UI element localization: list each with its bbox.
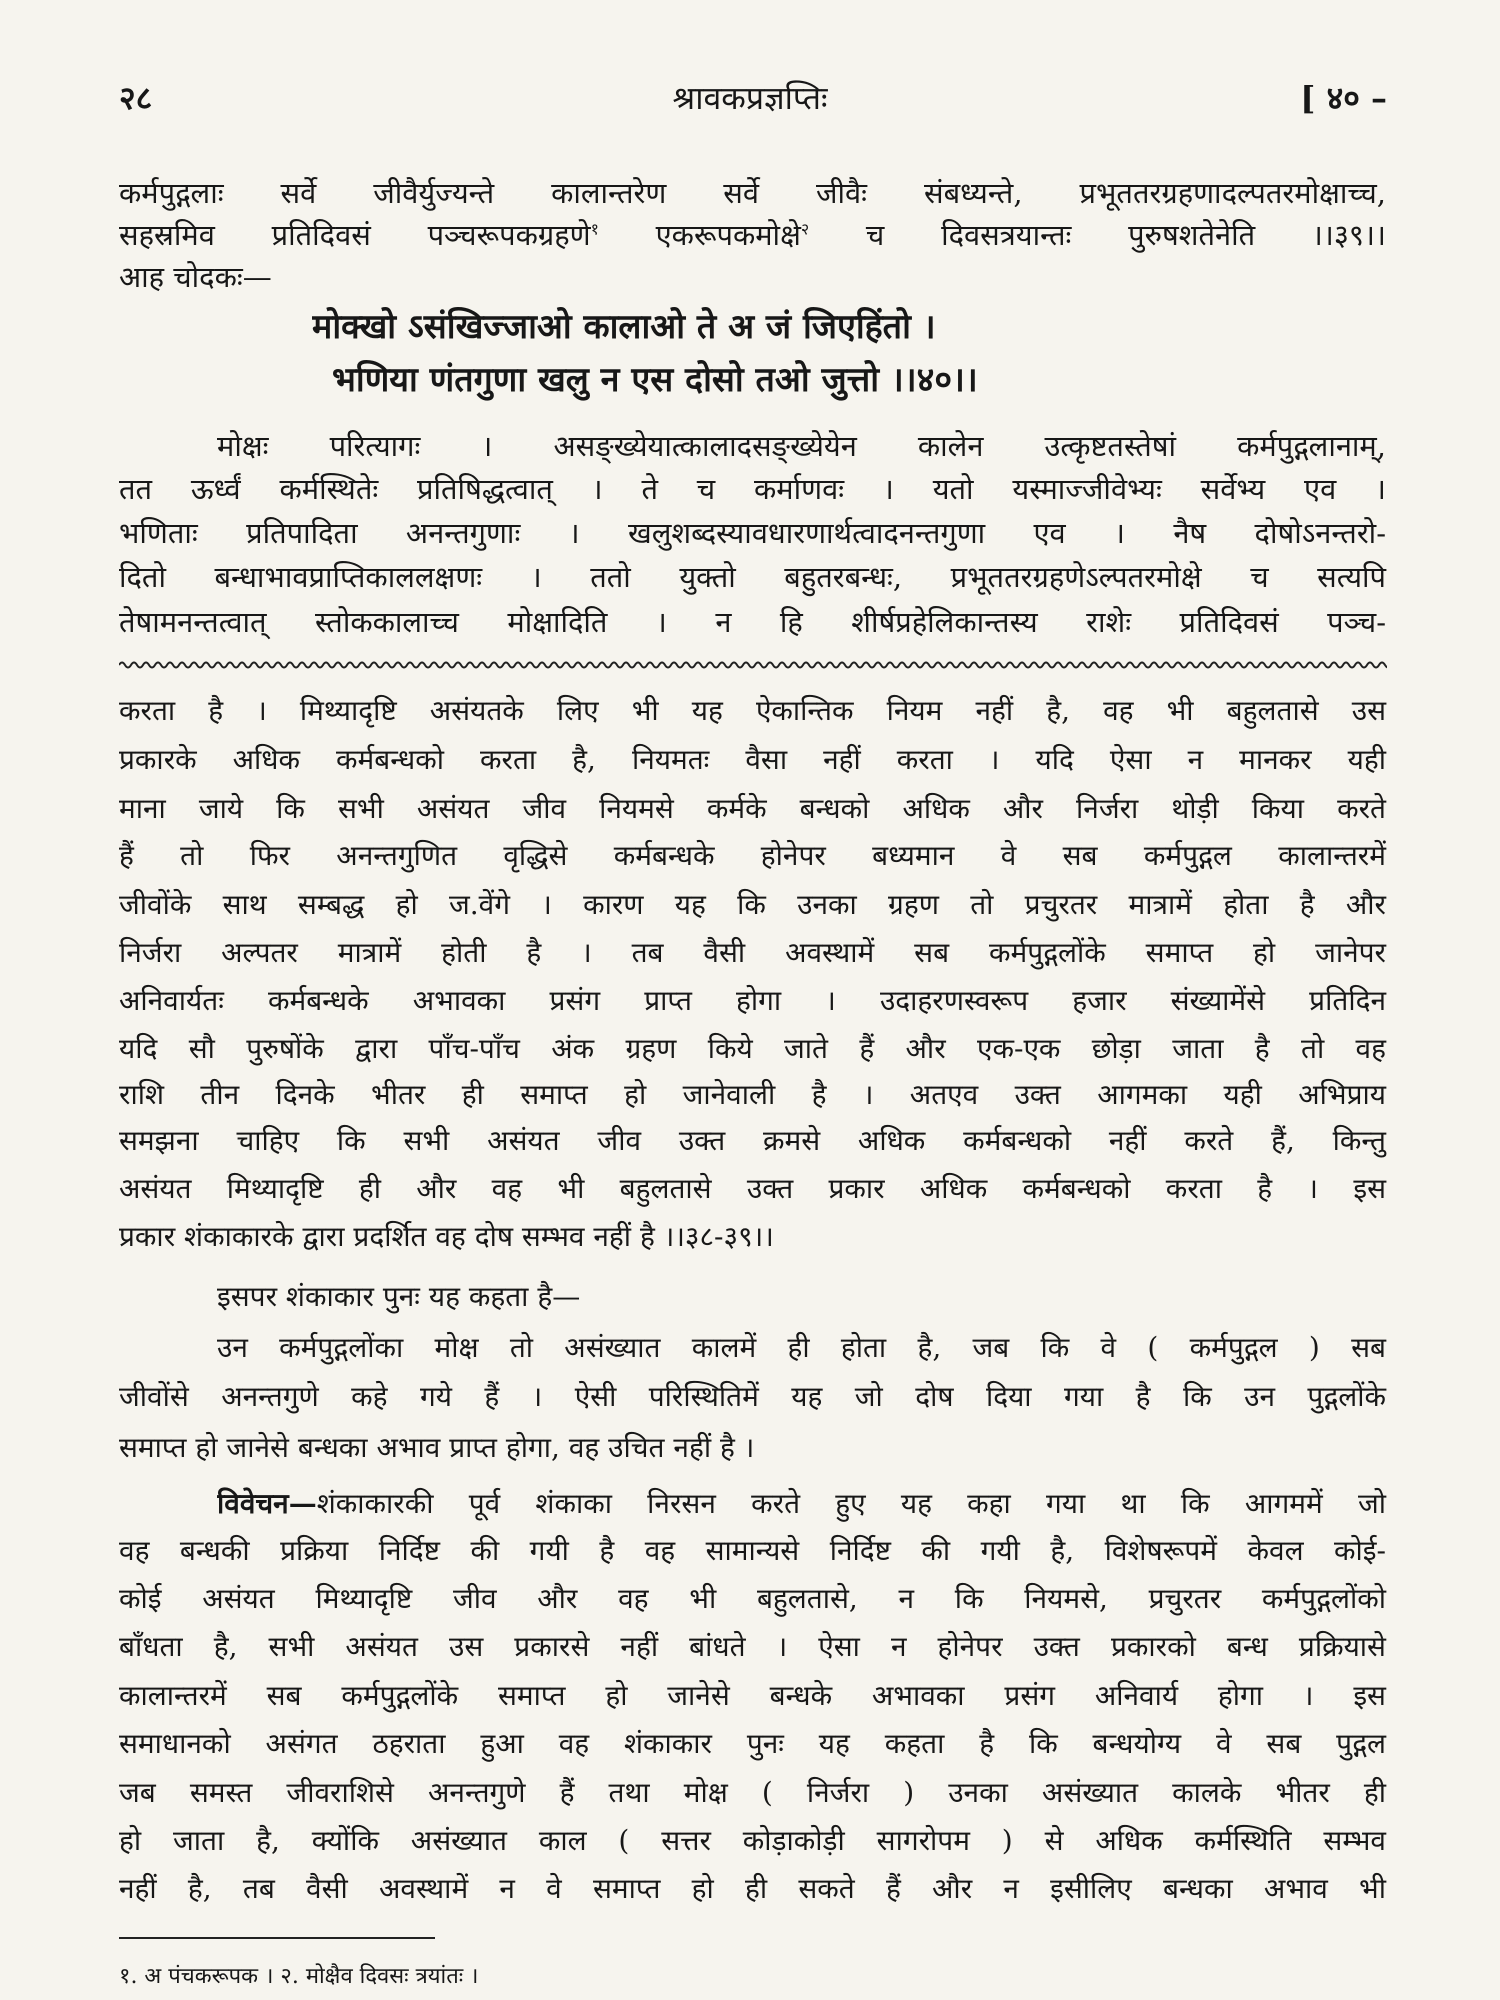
translation-line (119, 884, 1387, 926)
footnote-text: १. अ पंचकरूपक । २. मोक्षैव दिवसः त्रयांतः । (119, 1964, 479, 1989)
vivechan-line (119, 1675, 1387, 1717)
line-text: कोई असंयत मिथ्यादृष्टि जीव और वह भी बहुलतासे, न कि नियमसे, प्रचुरतर कर्मपुद्गलोंको (119, 1582, 1386, 1615)
line-text: जीवोंसे अनन्तगुणे कहे गये हैं । ऐसी परिस्थितिमें यह जो दोष दिया गया है कि उन पुद्गलोंके (119, 1380, 1386, 1413)
translation-line (119, 1074, 1387, 1116)
line-segment: च दिवसत्रयान्तः पुरुषशतेनेति ।।३९।। (809, 218, 1386, 252)
verse-line (332, 356, 1332, 404)
line-text: जीवोंके साथ सम्बद्ध हो ज.वेंगे । कारण यह कि उनका ग्रहण तो प्रचुरतर मात्रामें होता है और (119, 888, 1386, 921)
line-text: करता है । मिथ्यादृष्टि असंयतके लिए भी यह ऐकान्तिक नियम नहीं है, वह भी बहुलतासे उस (119, 694, 1386, 727)
objector-label (119, 256, 1387, 298)
vivechan-line (119, 1868, 1387, 1910)
line-text: समझना चाहिए कि सभी असंयत जीव उक्त क्रमसे अधिक कर्मबन्धको नहीं करते हैं, किन्तु (119, 1124, 1386, 1157)
verse-reference-text: [ ४० – (1300, 79, 1387, 117)
vivechan-label: विवेचन— (217, 1487, 317, 1520)
line-text: माना जाये कि सभी असंयत जीव नियमसे कर्मके बन्धको अधिक और निर्जरा थोड़ी किया करते (119, 792, 1386, 825)
translation-line (119, 739, 1387, 781)
line-segment: शंकाकारकी पूर्व शंकाका निरसन करते हुए यह कहा गया था कि आगममें जो (316, 1487, 1386, 1520)
top-commentary-line (119, 214, 1387, 256)
running-title (450, 76, 1050, 120)
objection-intro (217, 1276, 1387, 1318)
line-text: हैं तो फिर अनन्तगुणित वृद्धिसे कर्मबन्धके होनेपर बध्यमान वे सब कर्मपुद्गल कालान्तरमें (119, 839, 1386, 872)
vivechan-line (119, 1578, 1387, 1620)
line-text: निर्जरा अल्पतर मात्रामें होती है । तब वैसी अवस्थामें सब कर्मपुद्गलोंके समाप्त हो जानेपर (119, 936, 1386, 969)
line-text: दितो बन्धाभावप्राप्तिकाललक्षणः । ततो युक्तो बहुतरबन्धः, प्रभूततरग्रहणेऽल्पतरमोक्षे च सत्यपि (119, 560, 1386, 594)
vivechan-line (119, 1772, 1387, 1814)
translation-line (119, 835, 1387, 877)
line-text: भणिया णंतगुणा खलु न एस दोसो तओ जुत्तो ।।४०।। (332, 360, 978, 400)
vivechan-line (119, 1820, 1387, 1862)
line-text: कर्मपुद्गलाः सर्वे जीवैर्युज्यन्ते कालान्तरेण सर्वे जीवैः संबध्यन्ते, प्रभूततरग्रहणादल्पतरमोक्षाच्च, (119, 176, 1386, 210)
line-text: भणिताः प्रतिपादिता अनन्तगुणाः । खलुशब्दस्यावधारणार्थत्वादनन्तगुणा एव । नैष दोषोऽनन्तरो- (119, 516, 1386, 550)
line-text: समाप्त हो जानेसे बन्धका अभाव प्राप्त होगा, वह उचित नहीं है । (119, 1431, 755, 1464)
footnotes (119, 1962, 1387, 1992)
line-text: प्रकारके अधिक कर्मबन्धको करता है, नियमतः वैसा नहीं करता । यदि ऐसा न मानकर यही (119, 743, 1386, 776)
line-text: अनिवार्यतः कर्मबन्धके अभावका प्रसंग प्राप्त होगा । उदाहरणस्वरूप हजार संख्यामेंसे प्रतिदिन (119, 984, 1386, 1017)
line-text: तेषामनन्तत्वात् स्तोककालाच्च मोक्षादिति । न हि शीर्षप्रहेलिकान्तस्य राशेः प्रतिदिवसं पञ्च- (119, 605, 1386, 639)
objection-line (119, 1427, 1387, 1469)
commentary-line (119, 468, 1387, 510)
line-text: मोक्षः परित्यागः । असङ्ख्येयात्कालादसङ्ख्येयेन कालेन उत्कृष्टतस्तेषां कर्मपुद्गलानाम्, (217, 429, 1386, 463)
line-text: इसपर शंकाकार पुनः यह कहता है— (217, 1280, 581, 1313)
objection-line (119, 1376, 1387, 1418)
translation-line (119, 980, 1387, 1022)
translation-line (119, 932, 1387, 974)
translation-line (119, 1216, 1387, 1258)
page-number (119, 76, 319, 120)
line-text (217, 1483, 1386, 1525)
translation-line (119, 788, 1387, 830)
commentary-line (119, 556, 1387, 598)
footnote-marker-1: १ (590, 219, 599, 239)
vivechan-line (217, 1483, 1387, 1525)
line-text (119, 214, 1386, 256)
commentary-line (119, 601, 1387, 643)
top-commentary-line (119, 172, 1387, 214)
line-text: यदि सौ पुरुषोंके द्वारा पाँच-पाँच अंक ग्रहण किये जाते हैं और एक-एक छोड़ा जाता है तो वह (119, 1032, 1386, 1065)
line-segment: सहस्रमिव प्रतिदिवसं पञ्चरूपकग्रहणे (119, 218, 591, 252)
line-text: मोक्खो ऽसंखिज्जाओ कालाओ ते अ जं जिएहिंतो । (312, 307, 936, 347)
running-title-text: श्रावकप्रज्ञप्तिः (672, 79, 828, 117)
page-number-text: २८ (119, 79, 153, 117)
vivechan-line (119, 1626, 1387, 1668)
commentary-line (217, 425, 1387, 467)
line-segment: एकरूपकमोक्षे (598, 218, 801, 252)
line-text: समाधानको असंगत ठहराता हुआ वह शंकाकार पुनः यह कहता है कि बन्धयोग्य वे सब पुद्गल (119, 1727, 1386, 1760)
line-text: नहीं है, तब वैसी अवस्थामें न वे समाप्त हो ही सकते हैं और न इसीलिए बन्धका अभाव भी (119, 1872, 1386, 1905)
line-text: असंयत मिथ्यादृष्टि ही और वह भी बहुलतासे उक्त प्रकार अधिक कर्मबन्धको करता है । इस (119, 1172, 1386, 1205)
vivechan-line (119, 1530, 1387, 1572)
line-text: बाँधता है, सभी असंयत उस प्रकारसे नहीं बांधते । ऐसा न होनेपर उक्त प्रकारको बन्ध प्रक्रियासे (119, 1630, 1386, 1663)
line-text: कालान्तरमें सब कर्मपुद्गलोंके समाप्त हो जानेसे बन्धके अभावका प्रसंग अनिवार्य होगा । इस (119, 1679, 1386, 1712)
line-text: प्रकार शंकाकारके द्वारा प्रदर्शित वह दोष सम्भव नहीं है ।।३८-३९।। (119, 1220, 774, 1253)
wavy-separator-path (119, 663, 1387, 668)
line-text: हो जाता है, क्योंकि असंख्यात काल ( सत्तर कोड़ाकोड़ी सागरोपम ) से अधिक कर्मस्थिति सम्भव (119, 1824, 1386, 1857)
verse-line (312, 303, 1312, 351)
line-text: जब समस्त जीवराशिसे अनन्तगुणे हैं तथा मोक्ष ( निर्जरा ) उनका असंख्यात कालके भीतर ही (119, 1776, 1386, 1809)
translation-line (119, 1028, 1387, 1070)
commentary-line (119, 512, 1387, 554)
translation-line (119, 1168, 1387, 1210)
wavy-separator (119, 656, 1387, 674)
verse-reference (1187, 76, 1387, 120)
line-text: उन कर्मपुद्गलोंका मोक्ष तो असंख्यात कालमें ही होता है, जब कि वे ( कर्मपुद्गल ) सब (217, 1331, 1386, 1364)
footnote-marker-2: २ (800, 219, 810, 239)
translation-line (119, 1120, 1387, 1162)
translation-line (119, 690, 1387, 732)
line-text: आह चोदकः— (119, 260, 272, 294)
footnote-rule (119, 1937, 435, 1939)
line-text: तत ऊर्ध्वं कर्मस्थितेः प्रतिषिद्धत्वात् । ते च कर्माणवः । यतो यस्माज्जीवेभ्यः सर्वेभ्य एव । (119, 472, 1386, 506)
vivechan-line (119, 1723, 1387, 1765)
line-text: वह बन्धकी प्रक्रिया निर्दिष्ट की गयी है वह सामान्यसे निर्दिष्ट की गयी है, विशेषरूपमें केवल कोई- (119, 1534, 1386, 1567)
objection-line (217, 1327, 1387, 1369)
line-text: राशि तीन दिनके भीतर ही समाप्त हो जानेवाली है । अतएव उक्त आगमका यही अभिप्राय (119, 1078, 1386, 1111)
